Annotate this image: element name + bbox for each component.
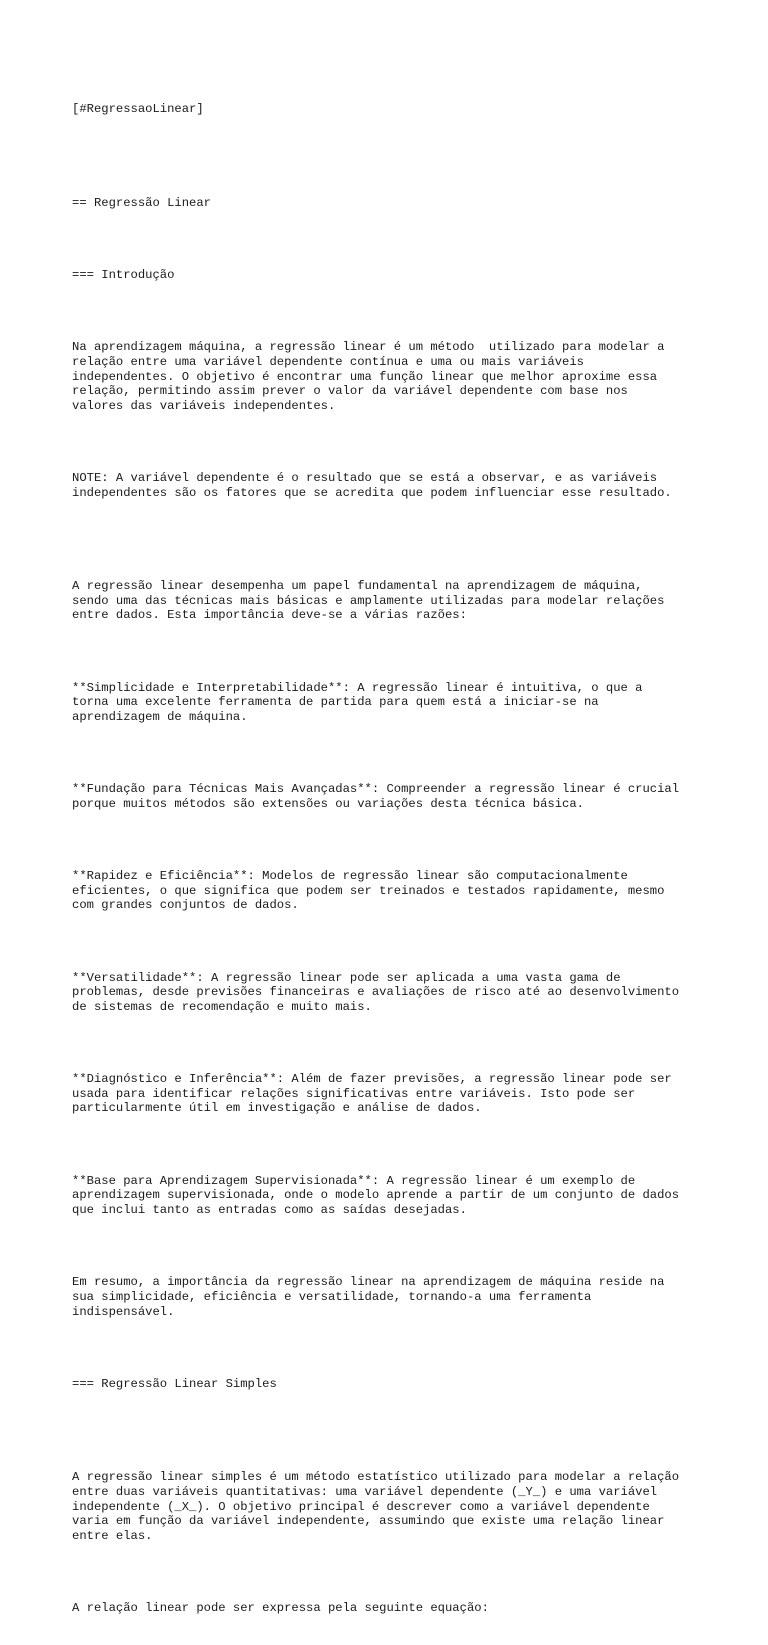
reason-diagnostics: **Diagnóstico e Inferência**: Além de fazer previsões, a regressão linear pode ser usada para identificar relações significativas entre variáveis. Isto pode ser particularmente útil em investigação e análise de dados. bbox=[72, 1072, 672, 1116]
heading-regressao-linear-simples: === Regressão Linear Simples bbox=[72, 1376, 277, 1391]
equation-intro: A relação linear pode ser expressa pela seguinte equação: bbox=[72, 1601, 489, 1616]
heading-regressao-linear: == Regressão Linear bbox=[72, 195, 211, 210]
heading-introducao: === Introdução bbox=[72, 267, 175, 282]
reason-speed: **Rapidez e Eficiência**: Modelos de regressão linear são computacionalmente eficientes, o que significa que podem ser treinados e testados rapidamente, mesmo com grandes conjuntos de dados. bbox=[72, 869, 665, 913]
reason-foundation: **Fundação para Técnicas Mais Avançadas**: Compreender a regressão linear é crucial porque muitos métodos são extensões ou variações desta técnica básica. bbox=[72, 782, 680, 811]
reason-supervised: **Base para Aprendizagem Supervisionada**: A regressão linear é um exemplo de aprendizagem supervisionada, onde o modelo aprende a partir de um conjunto de dados que inclui tanto as entradas como as saídas desejadas. bbox=[72, 1173, 680, 1217]
role-paragraph: A regressão linear desempenha um papel fundamental na aprendizagem de máquina, sendo uma das técnicas mais básicas e amplamente utilizadas para modelar relações entre dados. Esta importância deve-se a várias razões: bbox=[72, 579, 665, 623]
document-content bbox=[72, 73, 708, 1645]
simple-paragraph: A regressão linear simples é um método estatístico utilizado para modelar a relação entre duas variáveis quantitativas: uma variável dependente (_Y_) e uma variável independente (_X_). O objetivo principal é descrever como a variável dependente varia em função da variável independente, assumindo que existe uma relação linear entre elas. bbox=[72, 1470, 680, 1543]
intro-paragraph: Na aprendizagem máquina, a regressão linear é um método utilizado para modelar a relação entre uma variável dependente contínua e uma ou mais variáveis independentes. O objetivo é encontrar uma função linear que melhor aproxime essa relação, permitindo assim prever o valor da variável dependente com base nos valores das variáveis independentes. bbox=[72, 340, 665, 413]
reason-simplicity: **Simplicidade e Interpretabilidade**: A regressão linear é intuitiva, o que a torna uma excelente ferramenta de partida para quem está a iniciar-se na aprendizagem de máquina. bbox=[72, 680, 643, 724]
section-anchor: [#RegressaoLinear] bbox=[72, 102, 204, 117]
reason-versatility: **Versatilidade**: A regressão linear pode ser aplicada a uma vasta gama de problemas, desde previsões financeiras e avaliações de risco até ao desenvolvimento de sistemas de recomendação e muito mais. bbox=[72, 970, 680, 1014]
summary-paragraph: Em resumo, a importância da regressão linear na aprendizagem de máquina reside na sua simplicidade, eficiência e versatilidade, tornando-a uma ferramenta indispensável. bbox=[72, 1275, 665, 1319]
note-paragraph: NOTE: A variável dependente é o resultado que se está a observar, e as variáveis independentes são os fatores que se acredita que podem influenciar esse resultado. bbox=[72, 471, 672, 500]
